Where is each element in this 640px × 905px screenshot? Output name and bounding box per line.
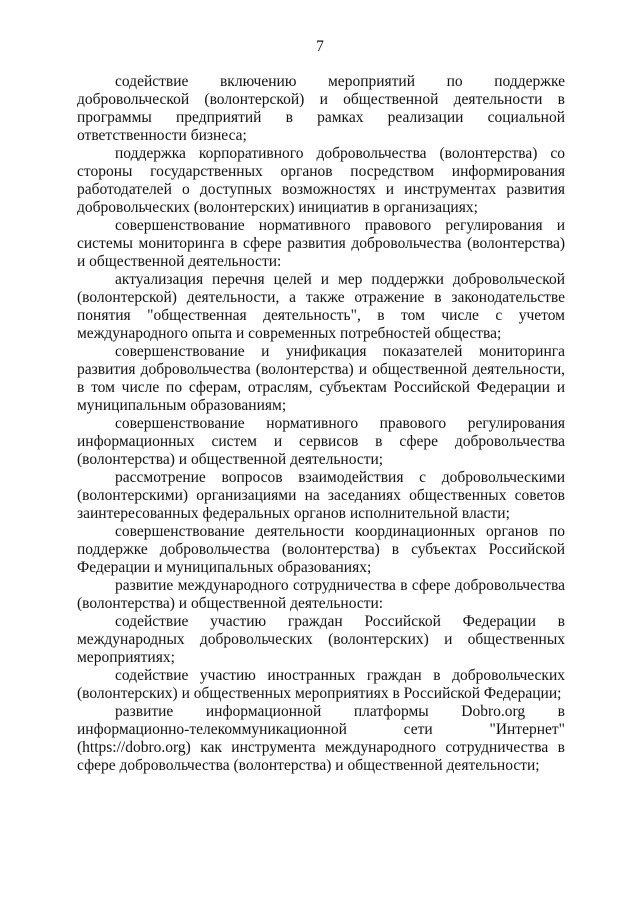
document-body (77, 73, 565, 775)
paragraph: совершенствование нормативного правового регулирования и системы мониторинга в сфере развития добровольчества (волонтерства) и общественной деятельности: (77, 217, 565, 270)
paragraph: развитие информационной платформы Dobro.org в информационно-телекоммуникационной сети "Интернет" (https://dobro.org) как инструмента международного сотрудничества в сфере добровольчества (волонтерства) и общественной деятельности; (77, 703, 565, 774)
paragraph: содействие участию граждан Российской Федерации в международных добровольческих (волонтерских) и общественных мероприятиях; (77, 613, 565, 666)
paragraph: поддержка корпоративного добровольчества (волонтерства) со стороны государственных органов посредством информирования работодателей о доступных возможностях и инструментах развития добровольческих (волонтерских) инициатив в организациях; (77, 145, 565, 216)
paragraph: развитие международного сотрудничества в сфере добровольчества (волонтерства) и общественной деятельности: (77, 577, 565, 612)
page-number: 7 (316, 38, 324, 55)
paragraph: совершенствование деятельности координационных органов по поддержке добровольчества (волонтерства) в субъектах Российской Федерации и муниципальных образованиях; (77, 523, 565, 576)
paragraph: содействие участию иностранных граждан в добровольческих (волонтерских) и общественных мероприятиях в Российской Федерации; (77, 667, 565, 702)
paragraph: актуализация перечня целей и мер поддержки добровольческой (волонтерской) деятельности, а также отражение в законодательстве понятия "общественная деятельность", в том числе с учетом международного опыта и современных потребностей общества; (77, 271, 565, 342)
paragraph: рассмотрение вопросов взаимодействия с добровольческими (волонтерскими) организациями на заседаниях общественных советов заинтересованных федеральных органов исполнительной власти; (77, 469, 565, 522)
paragraph: содействие включению мероприятий по поддержке добровольческой (волонтерской) и общественной деятельности в программы предприятий в рамках реализации социальной ответственности бизнеса; (77, 73, 565, 144)
paragraph: совершенствование нормативного правового регулирования информационных систем и сервисов в сфере добровольчества (волонтерства) и общественной деятельности; (77, 415, 565, 468)
paragraph: совершенствование и унификация показателей мониторинга развития добровольчества (волонтерства) и общественной деятельности, в том числе по сферам, отраслям, субъектам Российской Федерации и муниципальным образованиям; (77, 343, 565, 414)
